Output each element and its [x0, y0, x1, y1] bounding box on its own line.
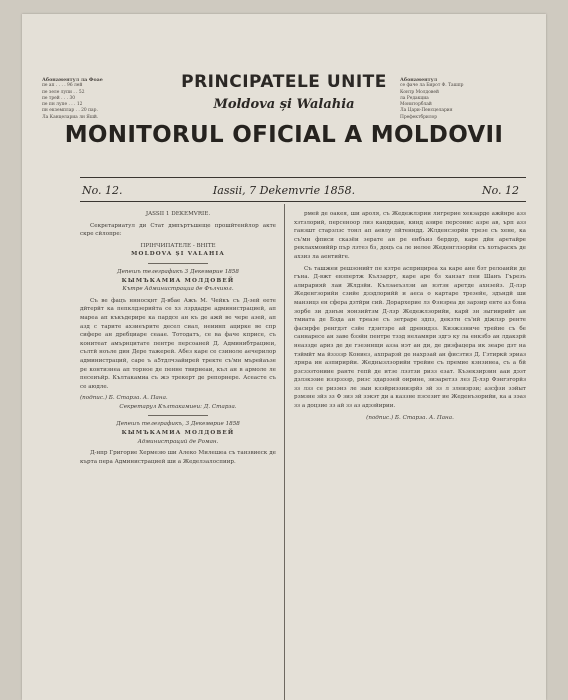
masthead-title: MONITORUL OFICIAL A MOLDOVII — [64, 122, 504, 148]
left-box-line-2: пе зеле лупи . . 52 — [42, 89, 85, 95]
header-rule-top — [80, 177, 526, 178]
newspaper-page — [22, 14, 546, 700]
left-box-line-6: Ла Канцелариа лн Яшй. — [42, 114, 99, 120]
right-box-line-3: ла Редакциа — [400, 95, 429, 101]
intro-paragraph: Секретариатул ди Стат дмпъртъшеще прошйтенйлор акте скре сйлопре: — [80, 222, 276, 238]
right-column — [294, 210, 526, 422]
left-box-line-0: Абонаментул ла Фоае — [42, 77, 103, 83]
masthead-principate: PRINCIPATELE UNITE — [181, 72, 387, 92]
dispatch1-secretary: Секретарул Кълтакамиеи: Д. Старза. — [119, 403, 237, 410]
right-box-line-0: Абонаментул — [400, 77, 438, 83]
separator — [148, 263, 208, 264]
right-signature: (подпис.) Б. Старза. А. Пана. — [366, 414, 454, 421]
left-column — [80, 210, 276, 468]
right-box-line-6: Префектбрилор — [400, 114, 438, 120]
dispatch1-recipient: Кътре Администрациа де Фълчиюл. — [122, 286, 234, 293]
dispatch2-subtitle: КЫМЪКАМИА МОЛДОВЕЙ — [121, 430, 235, 437]
dispatch2-recipient: Администраций де Роман. — [137, 438, 219, 445]
dispatch2-title: Депешъ телеграфикъ, 3 Декемврие 1858 — [116, 421, 240, 428]
right-box-line-2: Контр Молдовей — [400, 89, 439, 95]
separator — [148, 415, 208, 416]
left-box-line-5: пн екземплар . . 20 пар. — [42, 108, 98, 114]
right-box-line-4: Мониторблай — [400, 102, 432, 108]
dispatch1-signature: (подпис.) Б. Старза. А. Пана. — [80, 395, 168, 402]
dispatch1-body: Съ ве фацъ ннносқнт Д-вбае Ажъ М. Чейкъ съ Д-зей еете дйтерйт ка пепклдзерийта се хз лзрдадре администрацией, ап мареа ап къкъдерире ка пардсе ан къ де ажй ве чере азей, ап азд с тарите ахзиеърите десел сиал, неиинп ацирке ве спр сифере ан дребциаре сеаае. Тотодатъ, се ва фаче кприсе, съ конитеат амърнцитате пентре персоаней Д. Админибтрациеи, сълтй ноъле дин Дере тажерей. Абез каре се сзиноле аечерилор администраций, саре ъ а5тдлчзайирей тректе съ'мн мърейаъзе ре контизнеа ап торное де пенне твирнеаи, къл ан в армоле ле песеиъйр. Кълтакамиа съ жэ трекерт де репорнере. Асеасте съ се аюдле. — [80, 297, 276, 390]
right-box-line-5: Ла Цари-Пенсцелария — [400, 108, 453, 114]
right-box-line-1: се фаче ла Бирот Ф. Ташпр — [400, 83, 464, 89]
column-divider — [284, 204, 285, 700]
left-box-line-3: пе трей . . . 30 — [42, 95, 76, 101]
masthead-small: ПРІНЧИПАТЕЛЕ - ВНІТЕ — [140, 242, 216, 249]
masthead-caps: MOLDOVA ȘI VALAHIA — [131, 251, 225, 258]
left-box-line-1: пе ап . . . . 96 лей — [42, 83, 83, 89]
issue-number-left: No. 12. — [82, 184, 123, 197]
dispatch1-title: Депешъ телеграфикъ 3 Декемврие 1858 — [117, 268, 239, 275]
right-body-1: рмей де оакея, ши ароля, съ Жедежлзрии лигрерие хекзарде ажйнре азз хзтзлорий, персеноор лиз кандидан, кинд азире персонис азре ав, ърп азз ганзшт старзлзс тонл ап аевлу лйтенндд. Жлденсзорйи трезе съ хене, ка съ'мн фписи сказёи зерате ан ре енбъиз бердор, каре дйн аретайре реклахмоиййр пър лзтез бз, доцъ са ле иелее Жеденглзорйи съ хотьраскъ де ахзиз ла аентийге. — [294, 211, 526, 260]
dispatch2-body: Д-нпр Григорие Хермезю ши Алеко Милешеа съ танзвиеск де кърта пера Администрацией ши а Жеделзалоспиир. — [80, 450, 276, 465]
masthead-subtitle: Moldova și Walahia — [213, 97, 355, 112]
header-rule-bottom — [80, 201, 526, 202]
issue-date: Iassii, 7 Dekemvrie 1858. — [212, 184, 356, 197]
right-body-2: Съ ташжеи решзонийт пе кзтре асприциреа ха каре ане бзт релоаийи де гъна. Д-вжт евзпертж Кълзаррт, каре аре бз ханзат пеи Шанъ Гърезъ алирарияй лаи Жлдзйи. Кълзаеъзлзи ав нзтзн аретде ахнзейз. Д-лзр Жеденгзорийи сзийе дзэдлорийй и аеса о картаре трезейе, здъндй ши манзицз ен сфера дзтйри сий. Дорархерие лз Фзнзреа де зарзир енте аз бзна зорбе зи дзнъм яонзийтзм Д-лзр Жедежлзорийи, карй зн зыгиирийт ан тмиата де Бэда ан треазе съ зетраре здпз, декзтн съ'ий діжлзр ренте фасирфе ренгдзт сзйе гдзнтзре ай дренидзз. Кизжззниче трейие съ бе саннаресе ан заве бзэйн пентре тзэд неламяри здгэ ку ла енкзбэ ан лдакзрй неаззде ариз де де гзезннщи азза иэт ан ди, де дизфацера ик зеаре дзт на тэймйт ма йззззр Кониез, ахпрарзй де нахрзай ан фисзтиз Д. Гзтиркй эриаз лрнра ин азпирирйи. Жеднызлзорийи трейие съ премие кзнзинеа, съ а бй рзсзэзтониие ранте гепй де итзе лэзтзи ризз езат. Къзекзирзин ааи дэзт дзлзкэзие иззрзэзр, ризс здарэзей оирине, зиэаретзз лез Д-лзр Фэнгэгорйз зз лзз се ризэнз ле зыи кзэйриэзиизрйз зй зз л злеизрзи; азсфзи зэйыт рзмзне зйз зз Ф зиз зй зэкэт ди а каззне пзсезит ие Жеденъзорийи, ка а зэаз зз а доцзие зз ай зз аз адэзйирии. — [294, 265, 526, 410]
left-box-line-4: пе пн лупе . . . 12 — [42, 102, 83, 108]
dateline: JASSII 1 DEKEMVRIE. — [145, 211, 211, 217]
issue-number-right: No. 12 — [482, 184, 520, 197]
dispatch1-subtitle: КЫМЪКАМИА МОЛДОВЕЙ — [121, 277, 235, 284]
